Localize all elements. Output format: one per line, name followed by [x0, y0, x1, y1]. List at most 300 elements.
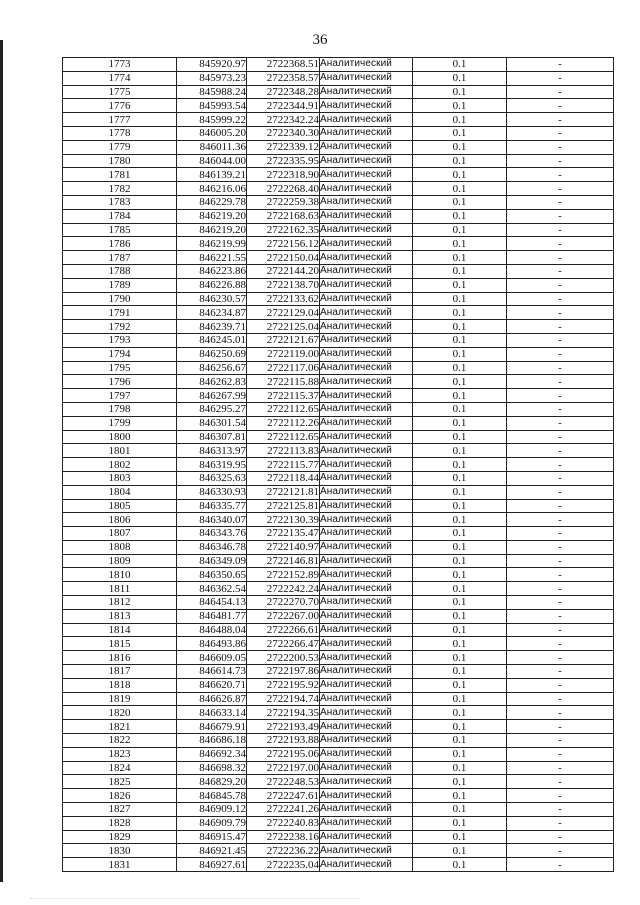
y-coordinate-cell: 2722236.22 — [247, 844, 320, 858]
method-cell: Аналитический — [320, 444, 413, 458]
accuracy-cell: 0.1 — [413, 609, 507, 623]
y-coordinate-cell: 2722115.77 — [247, 458, 320, 472]
y-coordinate-cell: 2722118.44 — [247, 471, 320, 485]
method-cell: Аналитический — [320, 140, 413, 154]
method-cell: Аналитический — [320, 651, 413, 665]
method-cell: Аналитический — [320, 320, 413, 334]
x-coordinate-cell: 846216.06 — [177, 182, 247, 196]
y-coordinate-cell: 2722339.12 — [247, 140, 320, 154]
method-cell: Аналитический — [320, 430, 413, 444]
y-coordinate-cell: 2722259.38 — [247, 195, 320, 209]
accuracy-cell: 0.1 — [413, 623, 507, 637]
y-coordinate-cell: 2722140.97 — [247, 540, 320, 554]
x-coordinate-cell: 845973.23 — [177, 71, 247, 85]
note-cell: - — [507, 623, 614, 637]
y-coordinate-cell: 2722268.40 — [247, 182, 320, 196]
point-number-cell: 1821 — [63, 720, 177, 734]
accuracy-cell: 0.1 — [413, 513, 507, 527]
y-coordinate-cell: 2722318.90 — [247, 168, 320, 182]
accuracy-cell: 0.1 — [413, 85, 507, 99]
y-coordinate-cell: 2722129.04 — [247, 306, 320, 320]
point-number-cell: 1776 — [63, 99, 177, 113]
note-cell: - — [507, 306, 614, 320]
table-row — [63, 195, 614, 209]
note-cell: - — [507, 540, 614, 554]
note-cell: - — [507, 154, 614, 168]
point-number-cell: 1824 — [63, 761, 177, 775]
point-number-cell: 1815 — [63, 637, 177, 651]
table-row — [63, 320, 614, 334]
table-row — [63, 471, 614, 485]
coordinate-table-body — [63, 58, 614, 872]
x-coordinate-cell: 846362.54 — [177, 582, 247, 596]
method-cell: Аналитический — [320, 527, 413, 541]
method-cell: Аналитический — [320, 747, 413, 761]
note-cell: - — [507, 126, 614, 140]
coordinate-table-container — [62, 57, 614, 872]
point-number-cell: 1786 — [63, 237, 177, 251]
method-cell: Аналитический — [320, 609, 413, 623]
note-cell: - — [507, 402, 614, 416]
table-row — [63, 140, 614, 154]
x-coordinate-cell: 846488.04 — [177, 623, 247, 637]
x-coordinate-cell: 845999.22 — [177, 113, 247, 127]
method-cell: Аналитический — [320, 692, 413, 706]
y-coordinate-cell: 2722156.12 — [247, 237, 320, 251]
x-coordinate-cell: 845988.24 — [177, 85, 247, 99]
point-number-cell: 1816 — [63, 651, 177, 665]
note-cell: - — [507, 416, 614, 430]
x-coordinate-cell: 846139.21 — [177, 168, 247, 182]
table-row — [63, 844, 614, 858]
y-coordinate-cell: 2722193.49 — [247, 720, 320, 734]
method-cell: Аналитический — [320, 734, 413, 748]
method-cell: Аналитический — [320, 113, 413, 127]
note-cell: - — [507, 747, 614, 761]
table-row — [63, 596, 614, 610]
table-row — [63, 292, 614, 306]
note-cell: - — [507, 333, 614, 347]
accuracy-cell: 0.1 — [413, 665, 507, 679]
table-row — [63, 651, 614, 665]
table-row — [63, 485, 614, 499]
note-cell: - — [507, 471, 614, 485]
table-row — [63, 789, 614, 803]
table-row — [63, 58, 614, 72]
y-coordinate-cell: 2722200.53 — [247, 651, 320, 665]
y-coordinate-cell: 2722197.00 — [247, 761, 320, 775]
accuracy-cell: 0.1 — [413, 140, 507, 154]
x-coordinate-cell: 846454.13 — [177, 596, 247, 610]
method-cell: Аналитический — [320, 678, 413, 692]
method-cell: Аналитический — [320, 830, 413, 844]
accuracy-cell: 0.1 — [413, 375, 507, 389]
y-coordinate-cell: 2722146.81 — [247, 554, 320, 568]
x-coordinate-cell: 846909.12 — [177, 803, 247, 817]
x-coordinate-cell: 846234.87 — [177, 306, 247, 320]
method-cell: Аналитический — [320, 568, 413, 582]
point-number-cell: 1799 — [63, 416, 177, 430]
table-row — [63, 85, 614, 99]
x-coordinate-cell: 846325.63 — [177, 471, 247, 485]
accuracy-cell: 0.1 — [413, 706, 507, 720]
x-coordinate-cell: 846481.77 — [177, 609, 247, 623]
method-cell: Аналитический — [320, 582, 413, 596]
note-cell: - — [507, 513, 614, 527]
point-number-cell: 1822 — [63, 734, 177, 748]
method-cell: Аналитический — [320, 99, 413, 113]
x-coordinate-cell: 846343.76 — [177, 527, 247, 541]
point-number-cell: 1818 — [63, 678, 177, 692]
x-coordinate-cell: 846226.88 — [177, 278, 247, 292]
point-number-cell: 1823 — [63, 747, 177, 761]
method-cell: Аналитический — [320, 389, 413, 403]
accuracy-cell: 0.1 — [413, 292, 507, 306]
accuracy-cell: 0.1 — [413, 361, 507, 375]
x-coordinate-cell: 846005.20 — [177, 126, 247, 140]
accuracy-cell: 0.1 — [413, 596, 507, 610]
method-cell: Аналитический — [320, 182, 413, 196]
y-coordinate-cell: 2722193.88 — [247, 734, 320, 748]
x-coordinate-cell: 846335.77 — [177, 499, 247, 513]
y-coordinate-cell: 2722135.47 — [247, 527, 320, 541]
table-row — [63, 513, 614, 527]
accuracy-cell: 0.1 — [413, 858, 507, 872]
x-coordinate-cell: 846229.78 — [177, 195, 247, 209]
accuracy-cell: 0.1 — [413, 527, 507, 541]
method-cell: Аналитический — [320, 333, 413, 347]
note-cell: - — [507, 485, 614, 499]
method-cell: Аналитический — [320, 306, 413, 320]
x-coordinate-cell: 846614.73 — [177, 665, 247, 679]
y-coordinate-cell: 2722162.35 — [247, 223, 320, 237]
point-number-cell: 1797 — [63, 389, 177, 403]
note-cell: - — [507, 858, 614, 872]
table-row — [63, 665, 614, 679]
table-row — [63, 858, 614, 872]
method-cell: Аналитический — [320, 292, 413, 306]
point-number-cell: 1775 — [63, 85, 177, 99]
point-number-cell: 1817 — [63, 665, 177, 679]
table-row — [63, 389, 614, 403]
x-coordinate-cell: 846921.45 — [177, 844, 247, 858]
x-coordinate-cell: 846239.71 — [177, 320, 247, 334]
note-cell: - — [507, 113, 614, 127]
table-row — [63, 540, 614, 554]
note-cell: - — [507, 596, 614, 610]
table-row — [63, 209, 614, 223]
point-number-cell: 1802 — [63, 458, 177, 472]
accuracy-cell: 0.1 — [413, 692, 507, 706]
y-coordinate-cell: 2722344.91 — [247, 99, 320, 113]
table-row — [63, 361, 614, 375]
table-row — [63, 126, 614, 140]
y-coordinate-cell: 2722194.74 — [247, 692, 320, 706]
x-coordinate-cell: 846319.95 — [177, 458, 247, 472]
accuracy-cell: 0.1 — [413, 499, 507, 513]
note-cell: - — [507, 499, 614, 513]
note-cell: - — [507, 292, 614, 306]
accuracy-cell: 0.1 — [413, 789, 507, 803]
x-coordinate-cell: 846626.87 — [177, 692, 247, 706]
method-cell: Аналитический — [320, 665, 413, 679]
note-cell: - — [507, 361, 614, 375]
point-number-cell: 1806 — [63, 513, 177, 527]
accuracy-cell: 0.1 — [413, 58, 507, 72]
point-number-cell: 1782 — [63, 182, 177, 196]
method-cell: Аналитический — [320, 223, 413, 237]
method-cell: Аналитический — [320, 540, 413, 554]
y-coordinate-cell: 2722112.26 — [247, 416, 320, 430]
method-cell: Аналитический — [320, 195, 413, 209]
x-coordinate-cell: 846230.57 — [177, 292, 247, 306]
point-number-cell: 1793 — [63, 333, 177, 347]
accuracy-cell: 0.1 — [413, 306, 507, 320]
x-coordinate-cell: 846219.20 — [177, 209, 247, 223]
method-cell: Аналитический — [320, 596, 413, 610]
point-number-cell: 1829 — [63, 830, 177, 844]
accuracy-cell: 0.1 — [413, 678, 507, 692]
note-cell: - — [507, 720, 614, 734]
note-cell: - — [507, 761, 614, 775]
note-cell: - — [507, 195, 614, 209]
table-row — [63, 637, 614, 651]
y-coordinate-cell: 2722144.20 — [247, 264, 320, 278]
table-row — [63, 458, 614, 472]
point-number-cell: 1779 — [63, 140, 177, 154]
x-coordinate-cell: 846686.18 — [177, 734, 247, 748]
point-number-cell: 1796 — [63, 375, 177, 389]
point-number-cell: 1777 — [63, 113, 177, 127]
note-cell: - — [507, 816, 614, 830]
y-coordinate-cell: 2722195.06 — [247, 747, 320, 761]
accuracy-cell: 0.1 — [413, 554, 507, 568]
point-number-cell: 1774 — [63, 71, 177, 85]
point-number-cell: 1773 — [63, 58, 177, 72]
x-coordinate-cell: 846350.65 — [177, 568, 247, 582]
method-cell: Аналитический — [320, 458, 413, 472]
accuracy-cell: 0.1 — [413, 734, 507, 748]
point-number-cell: 1804 — [63, 485, 177, 499]
table-row — [63, 278, 614, 292]
note-cell: - — [507, 554, 614, 568]
note-cell: - — [507, 223, 614, 237]
y-coordinate-cell: 2722368.51 — [247, 58, 320, 72]
y-coordinate-cell: 2722125.81 — [247, 499, 320, 513]
x-coordinate-cell: 846223.86 — [177, 264, 247, 278]
note-cell: - — [507, 458, 614, 472]
point-number-cell: 1807 — [63, 527, 177, 541]
y-coordinate-cell: 2722168.63 — [247, 209, 320, 223]
point-number-cell: 1825 — [63, 775, 177, 789]
table-row — [63, 99, 614, 113]
y-coordinate-cell: 2722121.67 — [247, 333, 320, 347]
note-cell: - — [507, 444, 614, 458]
note-cell: - — [507, 320, 614, 334]
x-coordinate-cell: 846845.78 — [177, 789, 247, 803]
accuracy-cell: 0.1 — [413, 747, 507, 761]
x-coordinate-cell: 846692.34 — [177, 747, 247, 761]
method-cell: Аналитический — [320, 278, 413, 292]
point-number-cell: 1783 — [63, 195, 177, 209]
y-coordinate-cell: 2722235.04 — [247, 858, 320, 872]
point-number-cell: 1813 — [63, 609, 177, 623]
note-cell: - — [507, 830, 614, 844]
method-cell: Аналитический — [320, 816, 413, 830]
note-cell: - — [507, 568, 614, 582]
accuracy-cell: 0.1 — [413, 264, 507, 278]
accuracy-cell: 0.1 — [413, 223, 507, 237]
accuracy-cell: 0.1 — [413, 182, 507, 196]
y-coordinate-cell: 2722150.04 — [247, 251, 320, 265]
table-row — [63, 154, 614, 168]
note-cell: - — [507, 582, 614, 596]
table-row — [63, 333, 614, 347]
y-coordinate-cell: 2722248.53 — [247, 775, 320, 789]
method-cell: Аналитический — [320, 361, 413, 375]
point-number-cell: 1781 — [63, 168, 177, 182]
point-number-cell: 1795 — [63, 361, 177, 375]
note-cell: - — [507, 237, 614, 251]
y-coordinate-cell: 2722335.95 — [247, 154, 320, 168]
x-coordinate-cell: 846256.67 — [177, 361, 247, 375]
table-row — [63, 623, 614, 637]
note-cell: - — [507, 209, 614, 223]
table-row — [63, 692, 614, 706]
y-coordinate-cell: 2722266.47 — [247, 637, 320, 651]
accuracy-cell: 0.1 — [413, 430, 507, 444]
note-cell: - — [507, 692, 614, 706]
table-row — [63, 444, 614, 458]
accuracy-cell: 0.1 — [413, 761, 507, 775]
accuracy-cell: 0.1 — [413, 389, 507, 403]
table-row — [63, 71, 614, 85]
y-coordinate-cell: 2722152.89 — [247, 568, 320, 582]
accuracy-cell: 0.1 — [413, 830, 507, 844]
table-row — [63, 375, 614, 389]
table-row — [63, 609, 614, 623]
note-cell: - — [507, 58, 614, 72]
accuracy-cell: 0.1 — [413, 113, 507, 127]
x-coordinate-cell: 846250.69 — [177, 347, 247, 361]
table-row — [63, 430, 614, 444]
note-cell: - — [507, 389, 614, 403]
accuracy-cell: 0.1 — [413, 126, 507, 140]
note-cell: - — [507, 264, 614, 278]
method-cell: Аналитический — [320, 237, 413, 251]
note-cell: - — [507, 637, 614, 651]
y-coordinate-cell: 2722197.86 — [247, 665, 320, 679]
method-cell: Аналитический — [320, 623, 413, 637]
method-cell: Аналитический — [320, 402, 413, 416]
y-coordinate-cell: 2722113.83 — [247, 444, 320, 458]
accuracy-cell: 0.1 — [413, 154, 507, 168]
point-number-cell: 1780 — [63, 154, 177, 168]
x-coordinate-cell: 846620.71 — [177, 678, 247, 692]
y-coordinate-cell: 2722125.04 — [247, 320, 320, 334]
x-coordinate-cell: 845920.97 — [177, 58, 247, 72]
method-cell: Аналитический — [320, 789, 413, 803]
table-row — [63, 402, 614, 416]
accuracy-cell: 0.1 — [413, 444, 507, 458]
table-row — [63, 747, 614, 761]
table-row — [63, 168, 614, 182]
method-cell: Аналитический — [320, 58, 413, 72]
method-cell: Аналитический — [320, 844, 413, 858]
accuracy-cell: 0.1 — [413, 402, 507, 416]
method-cell: Аналитический — [320, 347, 413, 361]
method-cell: Аналитический — [320, 554, 413, 568]
accuracy-cell: 0.1 — [413, 458, 507, 472]
x-coordinate-cell: 846219.99 — [177, 237, 247, 251]
page-margin-rule — [0, 40, 3, 882]
method-cell: Аналитический — [320, 706, 413, 720]
method-cell: Аналитический — [320, 485, 413, 499]
y-coordinate-cell: 2722342.24 — [247, 113, 320, 127]
point-number-cell: 1830 — [63, 844, 177, 858]
note-cell: - — [507, 803, 614, 817]
note-cell: - — [507, 609, 614, 623]
point-number-cell: 1784 — [63, 209, 177, 223]
table-row — [63, 499, 614, 513]
y-coordinate-cell: 2722240.83 — [247, 816, 320, 830]
accuracy-cell: 0.1 — [413, 582, 507, 596]
method-cell: Аналитический — [320, 858, 413, 872]
point-number-cell: 1819 — [63, 692, 177, 706]
accuracy-cell: 0.1 — [413, 71, 507, 85]
table-row — [63, 816, 614, 830]
accuracy-cell: 0.1 — [413, 278, 507, 292]
table-row — [63, 761, 614, 775]
point-number-cell: 1827 — [63, 803, 177, 817]
y-coordinate-cell: 2722195.92 — [247, 678, 320, 692]
x-coordinate-cell: 846609.05 — [177, 651, 247, 665]
x-coordinate-cell: 846349.09 — [177, 554, 247, 568]
y-coordinate-cell: 2722241.26 — [247, 803, 320, 817]
table-row — [63, 251, 614, 265]
y-coordinate-cell: 2722358.57 — [247, 71, 320, 85]
x-coordinate-cell: 846221.55 — [177, 251, 247, 265]
point-number-cell: 1791 — [63, 306, 177, 320]
y-coordinate-cell: 2722138.70 — [247, 278, 320, 292]
y-coordinate-cell: 2722121.81 — [247, 485, 320, 499]
table-row — [63, 803, 614, 817]
x-coordinate-cell: 846313.97 — [177, 444, 247, 458]
x-coordinate-cell: 846679.91 — [177, 720, 247, 734]
x-coordinate-cell: 845993.54 — [177, 99, 247, 113]
method-cell: Аналитический — [320, 264, 413, 278]
table-row — [63, 678, 614, 692]
y-coordinate-cell: 2722133.62 — [247, 292, 320, 306]
y-coordinate-cell: 2722247.61 — [247, 789, 320, 803]
table-row — [63, 182, 614, 196]
note-cell: - — [507, 665, 614, 679]
point-number-cell: 1805 — [63, 499, 177, 513]
note-cell: - — [507, 706, 614, 720]
x-coordinate-cell: 846219.20 — [177, 223, 247, 237]
accuracy-cell: 0.1 — [413, 637, 507, 651]
note-cell: - — [507, 789, 614, 803]
method-cell: Аналитический — [320, 71, 413, 85]
y-coordinate-cell: 2722194.35 — [247, 706, 320, 720]
note-cell: - — [507, 182, 614, 196]
method-cell: Аналитический — [320, 126, 413, 140]
point-number-cell: 1803 — [63, 471, 177, 485]
point-number-cell: 1814 — [63, 623, 177, 637]
method-cell: Аналитический — [320, 775, 413, 789]
note-cell: - — [507, 651, 614, 665]
x-coordinate-cell: 846245.01 — [177, 333, 247, 347]
